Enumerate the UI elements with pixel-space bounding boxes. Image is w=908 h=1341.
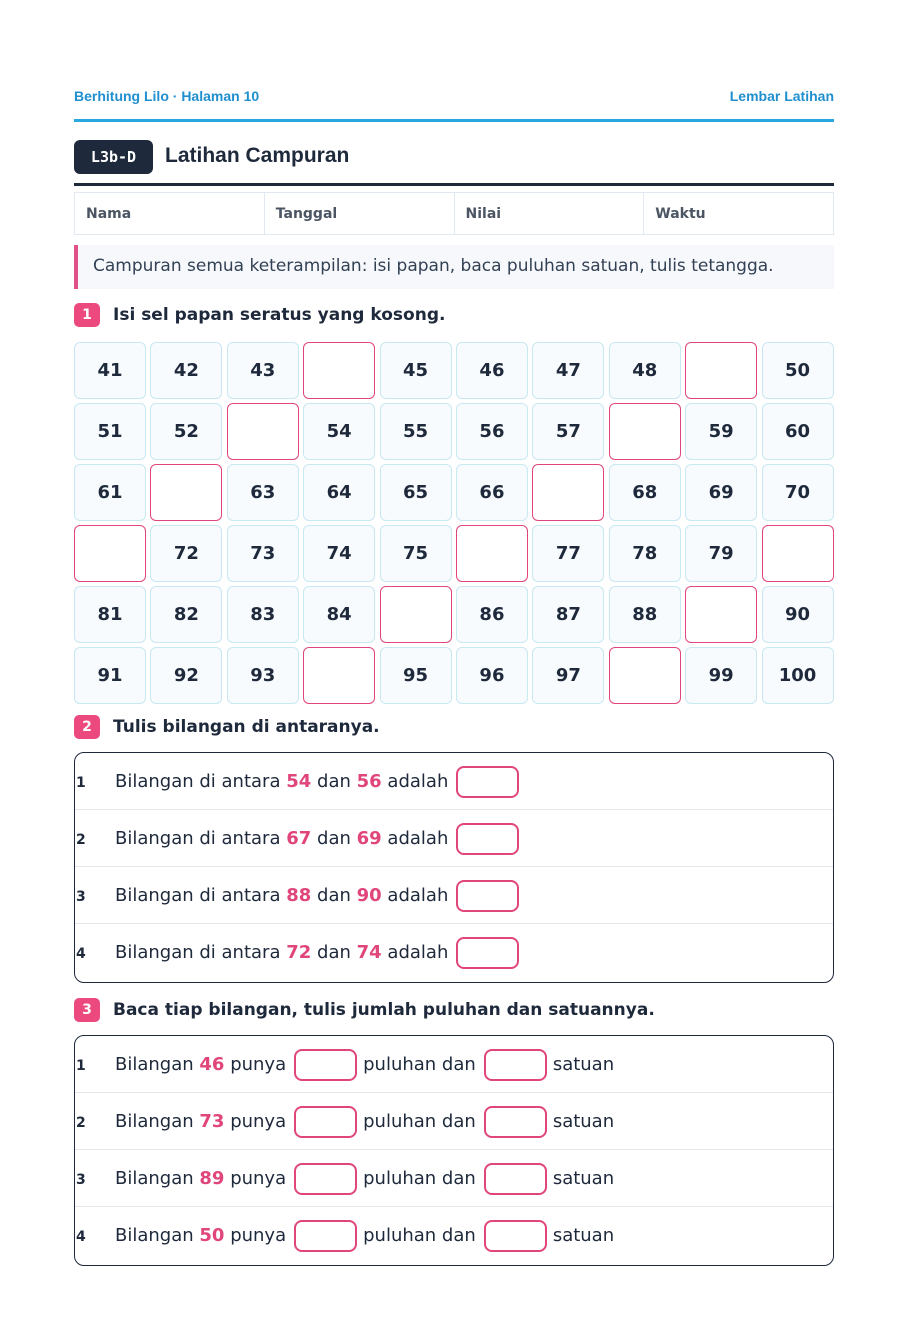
grid-cell: 46	[456, 342, 528, 399]
blank-grid-cell[interactable]	[685, 586, 757, 643]
question-2-text: Tulis bilangan di antaranya.	[113, 717, 380, 737]
row-index: 2	[76, 832, 86, 848]
grid-cell: 57	[532, 403, 604, 460]
list-item	[75, 1036, 833, 1093]
number-b: 74	[356, 942, 382, 963]
blank-grid-cell[interactable]	[74, 525, 146, 582]
grid-cell: 64	[303, 464, 375, 521]
grid-cell: 68	[609, 464, 681, 521]
row-index: 4	[76, 1229, 86, 1245]
sentence-mid: dan	[317, 942, 351, 963]
grid-cell: 66	[456, 464, 528, 521]
tens-label: puluhan dan	[363, 1111, 476, 1132]
question-3-panel	[74, 1035, 834, 1266]
list-item	[75, 753, 833, 810]
between-sentence	[115, 924, 519, 981]
place-value-sentence	[115, 1036, 614, 1093]
grid-cell: 92	[150, 647, 222, 704]
row-index: 3	[76, 1172, 86, 1188]
answer-box[interactable]	[456, 823, 519, 855]
blank-grid-cell[interactable]	[303, 647, 375, 704]
grid-cell: 51	[74, 403, 146, 460]
ones-label: satuan	[552, 1054, 615, 1075]
grid-cell: 97	[532, 647, 604, 704]
target-number: 89	[199, 1168, 225, 1189]
sentence-verb: punya	[230, 1054, 287, 1075]
header-book-title: Berhitung Lilo · Halaman 10	[74, 88, 260, 104]
sentence-prefix: Bilangan	[115, 1225, 194, 1246]
question-1-text: Isi sel papan seratus yang kosong.	[113, 305, 446, 325]
number-a: 67	[286, 828, 312, 849]
ones-label: satuan	[552, 1111, 615, 1132]
question-3-text: Baca tiap bilangan, tulis jumlah puluhan dan satuannya.	[113, 1000, 655, 1020]
grid-cell: 54	[303, 403, 375, 460]
between-sentence	[115, 753, 519, 810]
number-a: 88	[286, 885, 312, 906]
sentence-prefix: Bilangan di antara	[115, 771, 281, 792]
ones-label: satuan	[552, 1225, 615, 1246]
grid-cell: 47	[532, 342, 604, 399]
sentence-prefix: Bilangan	[115, 1168, 194, 1189]
grid-cell: 63	[227, 464, 299, 521]
worksheet-code-badge: L3b-D	[74, 140, 153, 174]
ones-answer-box[interactable]	[484, 1049, 547, 1081]
tens-answer-box[interactable]	[294, 1106, 357, 1138]
question-2-panel	[74, 752, 834, 983]
page-title: Latihan Campuran	[165, 144, 350, 167]
sentence-mid: dan	[317, 771, 351, 792]
sentence-suffix: adalah	[387, 942, 449, 963]
grid-cell: 88	[609, 586, 681, 643]
grid-cell: 48	[609, 342, 681, 399]
instruction-box: Campuran semua keterampilan: isi papan, baca puluhan satuan, tulis tetangga.	[74, 245, 834, 289]
grid-cell: 100	[762, 647, 834, 704]
list-item	[75, 1093, 833, 1150]
header-sheet-type: Lembar Latihan	[729, 88, 834, 104]
blank-grid-cell[interactable]	[227, 403, 299, 460]
grid-cell: 96	[456, 647, 528, 704]
grid-cell: 93	[227, 647, 299, 704]
grid-cell: 45	[380, 342, 452, 399]
grid-cell: 73	[227, 525, 299, 582]
grid-cell: 91	[74, 647, 146, 704]
grid-cell: 69	[685, 464, 757, 521]
blank-grid-cell[interactable]	[532, 464, 604, 521]
grid-cell: 74	[303, 525, 375, 582]
place-value-sentence	[115, 1207, 614, 1264]
grid-cell: 56	[456, 403, 528, 460]
blank-grid-cell[interactable]	[762, 525, 834, 582]
grid-cell: 42	[150, 342, 222, 399]
grid-cell: 82	[150, 586, 222, 643]
grid-cell: 77	[532, 525, 604, 582]
number-a: 72	[286, 942, 312, 963]
tens-answer-box[interactable]	[294, 1163, 357, 1195]
sentence-prefix: Bilangan	[115, 1054, 194, 1075]
grid-cell: 55	[380, 403, 452, 460]
grid-cell: 90	[762, 586, 834, 643]
ones-label: satuan	[552, 1168, 615, 1189]
row-index: 3	[76, 889, 86, 905]
grid-cell: 78	[609, 525, 681, 582]
sentence-prefix: Bilangan di antara	[115, 828, 281, 849]
info-field-name[interactable]: Nama	[75, 193, 265, 234]
place-value-sentence	[115, 1093, 614, 1150]
ones-answer-box[interactable]	[484, 1106, 547, 1138]
grid-cell: 50	[762, 342, 834, 399]
blank-grid-cell[interactable]	[456, 525, 528, 582]
sentence-verb: punya	[230, 1168, 287, 1189]
list-item	[75, 1150, 833, 1207]
grid-cell: 81	[74, 586, 146, 643]
sentence-prefix: Bilangan di antara	[115, 885, 281, 906]
question-number-badge: 3	[74, 998, 100, 1022]
question-number-badge: 1	[74, 303, 100, 327]
blank-grid-cell[interactable]	[685, 342, 757, 399]
target-number: 73	[199, 1111, 225, 1132]
grid-cell: 75	[380, 525, 452, 582]
between-sentence	[115, 867, 519, 924]
title-row	[74, 140, 834, 186]
info-field-date[interactable]: Tanggal	[265, 193, 455, 234]
sentence-suffix: adalah	[387, 885, 449, 906]
answer-box[interactable]	[456, 880, 519, 912]
grid-cell: 86	[456, 586, 528, 643]
info-field-time[interactable]: Waktu	[655, 206, 706, 222]
ones-answer-box[interactable]	[484, 1163, 547, 1195]
blank-grid-cell[interactable]	[380, 586, 452, 643]
grid-cell: 87	[532, 586, 604, 643]
hundred-chart-grid	[74, 342, 834, 704]
number-b: 90	[356, 885, 382, 906]
grid-cell: 65	[380, 464, 452, 521]
list-item	[75, 867, 833, 924]
question-3-header	[74, 998, 655, 1022]
question-2-header	[74, 715, 380, 739]
grid-cell: 60	[762, 403, 834, 460]
grid-cell: 99	[685, 647, 757, 704]
grid-cell: 84	[303, 586, 375, 643]
target-number: 50	[199, 1225, 225, 1246]
blank-grid-cell[interactable]	[303, 342, 375, 399]
place-value-sentence	[115, 1150, 614, 1207]
list-item	[75, 810, 833, 867]
blank-grid-cell[interactable]	[150, 464, 222, 521]
tens-answer-box[interactable]	[294, 1049, 357, 1081]
student-info-table	[74, 192, 834, 235]
tens-label: puluhan dan	[363, 1225, 476, 1246]
sentence-suffix: adalah	[387, 828, 449, 849]
list-item	[75, 1207, 833, 1264]
page-header	[74, 88, 834, 122]
row-index: 2	[76, 1115, 86, 1131]
sentence-prefix: Bilangan di antara	[115, 942, 281, 963]
between-sentence	[115, 810, 519, 867]
info-field-score[interactable]: Nilai	[455, 193, 645, 234]
row-index: 1	[76, 775, 86, 791]
sentence-mid: dan	[317, 828, 351, 849]
grid-cell: 52	[150, 403, 222, 460]
grid-cell: 61	[74, 464, 146, 521]
grid-cell: 79	[685, 525, 757, 582]
sentence-mid: dan	[317, 885, 351, 906]
tens-answer-box[interactable]	[294, 1220, 357, 1252]
sentence-suffix: adalah	[387, 771, 449, 792]
grid-cell: 72	[150, 525, 222, 582]
number-a: 54	[286, 771, 312, 792]
grid-cell: 83	[227, 586, 299, 643]
answer-box[interactable]	[456, 937, 519, 969]
ones-answer-box[interactable]	[484, 1220, 547, 1252]
sentence-verb: punya	[230, 1225, 287, 1246]
list-item	[75, 924, 833, 981]
number-b: 69	[356, 828, 382, 849]
grid-cell: 59	[685, 403, 757, 460]
grid-cell: 70	[762, 464, 834, 521]
row-index: 1	[76, 1058, 86, 1074]
question-1-header	[74, 303, 445, 327]
grid-cell: 43	[227, 342, 299, 399]
blank-grid-cell[interactable]	[609, 403, 681, 460]
answer-box[interactable]	[456, 766, 519, 798]
tens-label: puluhan dan	[363, 1168, 476, 1189]
tens-label: puluhan dan	[363, 1054, 476, 1075]
number-b: 56	[356, 771, 382, 792]
target-number: 46	[199, 1054, 225, 1075]
blank-grid-cell[interactable]	[609, 647, 681, 704]
sentence-prefix: Bilangan	[115, 1111, 194, 1132]
grid-cell: 41	[74, 342, 146, 399]
row-index: 4	[76, 946, 86, 962]
question-number-badge: 2	[74, 715, 100, 739]
sentence-verb: punya	[230, 1111, 287, 1132]
grid-cell: 95	[380, 647, 452, 704]
